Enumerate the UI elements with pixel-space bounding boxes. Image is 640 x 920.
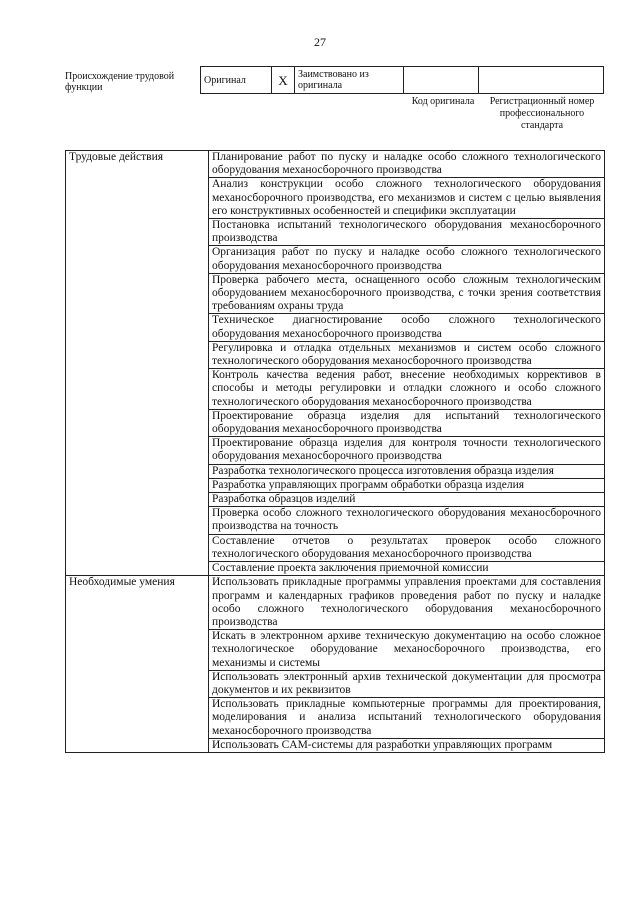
section-title: Необходимые умения (66, 576, 209, 753)
section-item: Разработка образцов изделий (209, 493, 605, 507)
section-item: Постановка испытаний технологического оборудования механосборочного производства (209, 219, 605, 246)
section-item: Составление проекта заключения приемочной комиссии (209, 562, 605, 576)
origin-label: Происхождение трудовой функции (65, 71, 175, 93)
origin-borrowed-cell: Заимствовано из оригинала (295, 67, 404, 94)
section-item: Проверка рабочего места, оснащенного особо сложным технологическим оборудованием механосборочного производства, с точки зрения соответствия требованиям охраны труда (209, 273, 605, 314)
origin-original-cell: Оригинал (201, 67, 272, 94)
section-item: Проектирование образца изделия для испытаний технологического оборудования механосборочного производства (209, 409, 605, 436)
code-caption: Код оригинала (411, 96, 475, 107)
section-item: Проектирование образца изделия для контроля точности технологического оборудования механосборочного производства (209, 437, 605, 464)
origin-mark: X (272, 67, 295, 94)
section-item: Разработка технологического процесса изготовления образца изделия (209, 464, 605, 478)
page-number: 27 (314, 35, 326, 49)
origin-table (200, 66, 604, 94)
section-item: Анализ конструкции особо сложного технологического оборудования механосборочного производства, его механизмов и систем с целью выявления его конструктивных особенностей и специфики эксплуатации (209, 178, 605, 219)
origin-code-cell (404, 67, 479, 94)
competency-table (65, 150, 605, 753)
section-item: Планирование работ по пуску и наладке особо сложного технологического оборудования механосборочного производства (209, 151, 605, 178)
section-item: Искать в электронном архиве техническую документацию на особо сложное технологическое оборудование механосборочного производства, его механизмы и системы (209, 630, 605, 671)
section-item: Разработка управляющих программ обработки образца изделия (209, 478, 605, 492)
origin-reg-cell (479, 67, 604, 94)
competency-table-body (66, 151, 605, 753)
table-row (66, 576, 605, 630)
section-title: Трудовые действия (66, 151, 209, 576)
reg-caption: Регистрационный номер профессионального стандарта (489, 96, 595, 131)
table-row (66, 151, 605, 178)
section-item: Техническое диагностирование особо сложного технологического оборудования механосборочного производства (209, 314, 605, 341)
section-item: Использовать прикладные компьютерные программы для проектирования, моделирования и анализа испытаний технологического оборудования механосборочного производства (209, 698, 605, 739)
section-item: Составление отчетов о результатах проверок особо сложного технологического оборудования механосборочного производства (209, 534, 605, 561)
section-item: Использовать CAM-системы для разработки управляющих программ (209, 738, 605, 752)
section-item: Использовать электронный архив технической документации для просмотра документов и их реквизитов (209, 670, 605, 697)
section-item: Контроль качества ведения работ, внесение необходимых коррективов в способы и методы регулировки и отладки сложного и особо сложного технологического оборудования механосборочного производства (209, 369, 605, 410)
section-item: Организация работ по пуску и наладке особо сложного технологического оборудования механосборочного производства (209, 246, 605, 273)
section-item: Регулировка и отладка отдельных механизмов и систем особо сложного технологического оборудования механосборочного производства (209, 341, 605, 368)
section-item: Проверка особо сложного технологического оборудования механосборочного производства на точность (209, 507, 605, 534)
section-item: Использовать прикладные программы управления проектами для составления программ и календарных графиков проведения работ по пуску и наладке особо сложного технологического оборудования механосборочного производства (209, 576, 605, 630)
